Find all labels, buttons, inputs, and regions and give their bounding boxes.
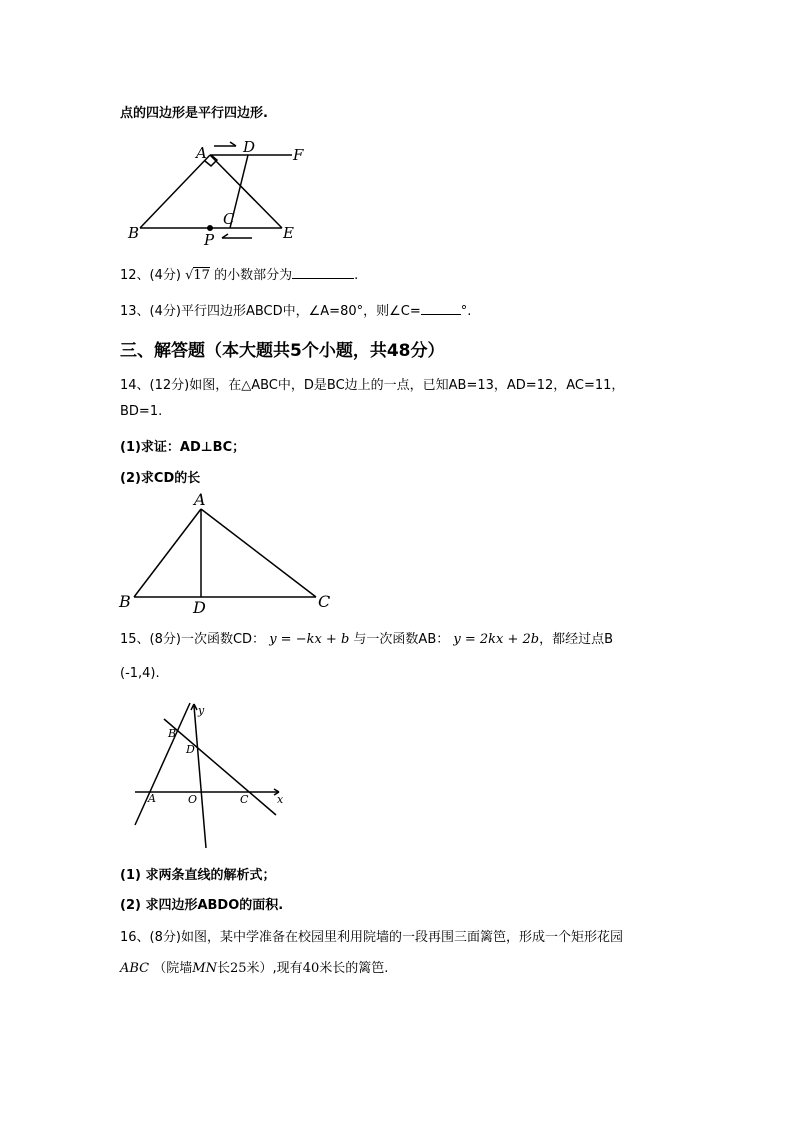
question-14-line1: 14、(12分)如图，在△ABC中，D是BC边上的一点，已知AB=13，AD=12，AC=11，: [120, 378, 625, 393]
q13-end: °.: [460, 304, 472, 319]
question-15-line2: (-1,4).: [120, 666, 160, 681]
label-D: D: [243, 138, 256, 156]
label-B: B: [128, 224, 140, 242]
q16-wall-open: （院墙: [153, 961, 193, 976]
section-heading: 三、解答题（本大题共5个小题，共48分）: [120, 341, 445, 361]
q15-suffix: ，都经过点B: [539, 632, 614, 647]
label-C: C: [223, 210, 235, 228]
label-A: A: [194, 490, 206, 509]
label-D: D: [186, 743, 195, 756]
question-15-part1: (1) 求两条直线的解析式；: [120, 868, 276, 883]
q15-mid: 与一次函数AB：: [353, 632, 450, 647]
answer-blank: [421, 302, 461, 315]
label-P: P: [204, 231, 215, 249]
q16-wall-close: 米）,现有: [246, 961, 303, 976]
label-C: C: [318, 592, 331, 611]
question-16-line2: [120, 957, 388, 976]
q12-text: 的小数部分为: [214, 268, 293, 283]
q15-prefix: 15、(8分)一次函数CD：: [120, 632, 266, 647]
label-B: B: [119, 592, 131, 611]
label-C: C: [240, 793, 249, 806]
label-A: A: [196, 144, 207, 162]
label-D: D: [193, 598, 206, 617]
question-14-part2: (2)求CD的长: [120, 471, 201, 486]
question-16-line1: 16、(8分)如图，某中学准备在校园里利用院墙的一段再围三面篱笆，形成一个矩形花园: [120, 930, 623, 945]
garden-name: ABC: [120, 961, 150, 976]
label-F: F: [293, 146, 304, 164]
q13-text: 13、(4分)平行四边形ABCD中，∠A=80°，则∠C=: [120, 304, 421, 319]
question-15-part2: (2) 求四边形ABDO的面积.: [120, 898, 284, 913]
sqrt-radicand: 17: [193, 268, 210, 283]
wall-name: MN: [192, 961, 217, 976]
q16-end: 米长的篱笆.: [319, 961, 389, 976]
answer-blank: [292, 266, 354, 279]
fence-length: 40: [302, 961, 320, 976]
text-line-parallelogram-conclusion: 点的四边形是平行四边形.: [120, 106, 268, 121]
q16-wall-mid: 长: [216, 961, 230, 976]
label-A: A: [148, 792, 156, 805]
label-B: B: [168, 727, 177, 740]
q12-end: .: [354, 268, 359, 283]
sqrt-expression: √17: [185, 268, 210, 283]
label-O: O: [188, 793, 198, 806]
question-12: [120, 264, 358, 283]
label-E: E: [283, 224, 294, 242]
question-15-line1: [120, 628, 613, 647]
axis-label-x: x: [277, 793, 284, 806]
q12-prefix: 12、(4分): [120, 268, 181, 283]
axis-label-y: y: [198, 704, 205, 717]
equation-cd: y = −kx + b: [269, 632, 350, 647]
question-14-part1: (1)求证：AD⊥BC；: [120, 440, 246, 455]
question-14-line2: BD=1.: [120, 404, 163, 419]
equation-ab: y = 2kx + 2b: [453, 632, 540, 647]
wall-length: 25: [230, 961, 247, 976]
question-13: [120, 300, 471, 319]
